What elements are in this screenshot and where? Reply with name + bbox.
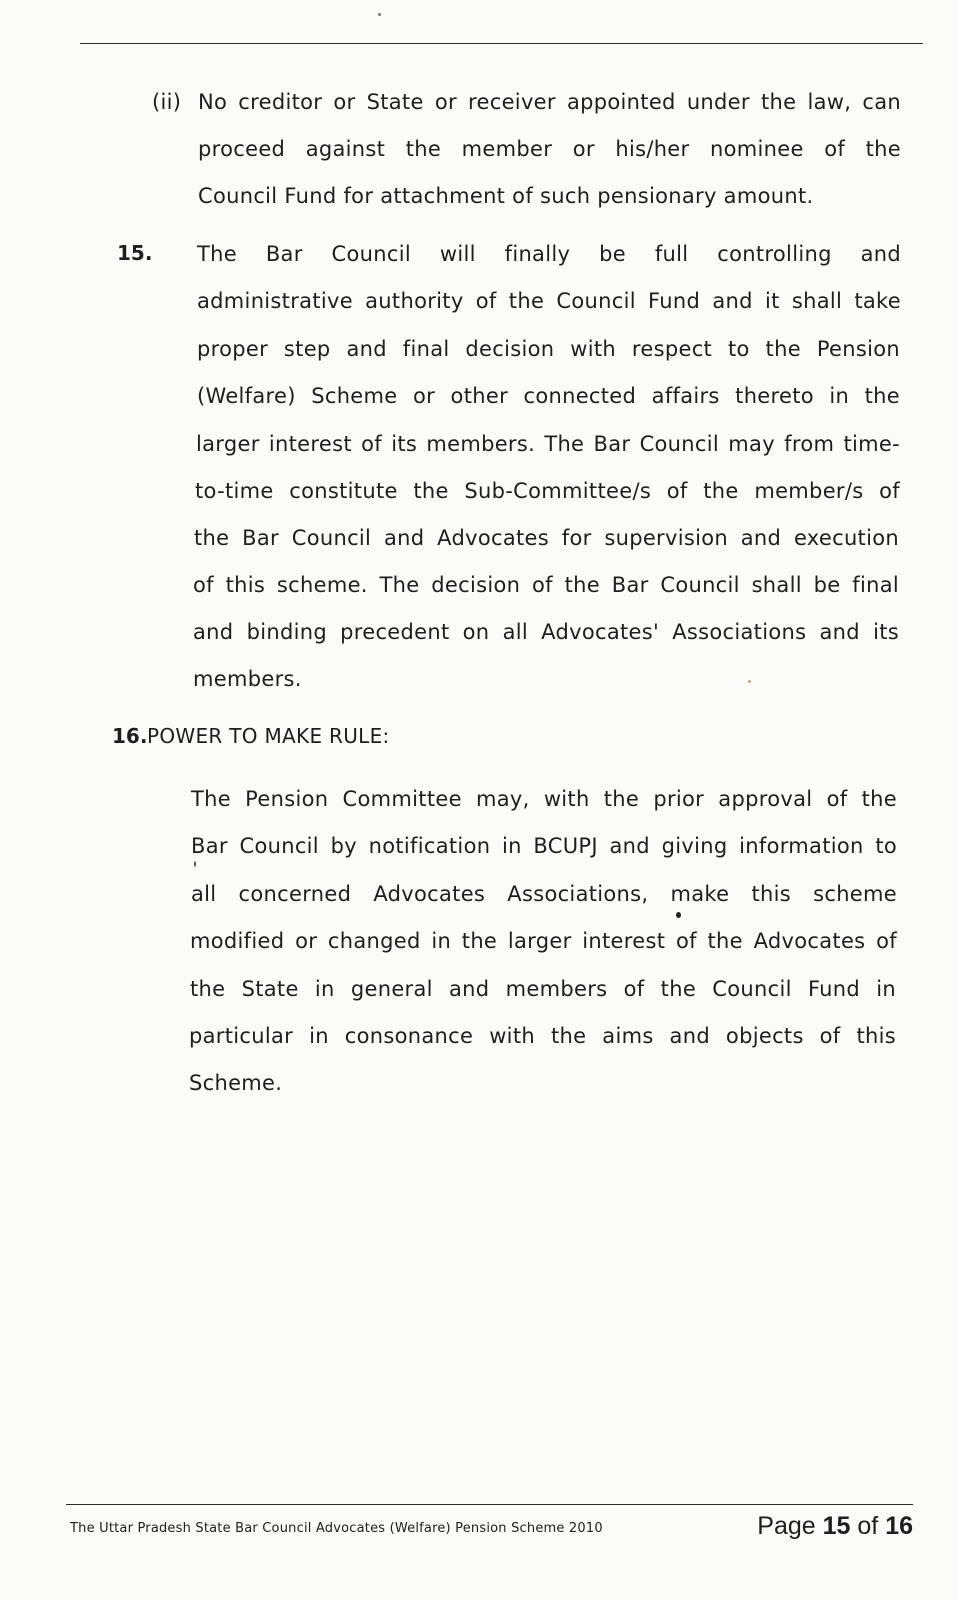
page-current: 15 bbox=[822, 1512, 851, 1540]
section-15-line: (Welfare) Scheme or other connected affairs thereto in the bbox=[197, 384, 900, 408]
section-15-number: 15. bbox=[117, 241, 153, 265]
section-15-line: proper step and final decision with respect to the Pension bbox=[197, 337, 900, 361]
scan-speck bbox=[676, 912, 681, 918]
section-15-line: administrative authority of the Council Fund and it shall take bbox=[197, 289, 901, 313]
clause-ii-line: Council Fund for attachment of such pensionary amount. bbox=[198, 184, 814, 208]
scan-speck bbox=[378, 13, 381, 16]
section-16-line: particular in consonance with the aims and objects of this bbox=[189, 1024, 896, 1048]
scan-speck bbox=[194, 861, 196, 867]
clause-ii-marker: (ii) bbox=[152, 90, 182, 114]
section-16-heading: POWER TO MAKE RULE: bbox=[147, 724, 390, 748]
section-16-line: the State in general and members of the Council Fund in bbox=[190, 977, 896, 1001]
section-15-line: The Bar Council will finally be full controlling and bbox=[197, 242, 901, 266]
section-16-line: The Pension Committee may, with the prior approval of the bbox=[191, 787, 897, 811]
section-15-line: and binding precedent on all Advocates' Associations and its bbox=[193, 620, 899, 644]
footer-rule bbox=[66, 1504, 913, 1505]
scan-speck bbox=[748, 680, 751, 683]
clause-ii-line: proceed against the member or his/her nominee of the bbox=[198, 137, 901, 161]
clause-ii-line: No creditor or State or receiver appointed under the law, can bbox=[198, 90, 901, 114]
section-15-line: of this scheme. The decision of the Bar Council shall be final bbox=[193, 573, 899, 597]
section-15-line: members. bbox=[193, 667, 302, 691]
section-15-line: larger interest of its members. The Bar Council may from time- bbox=[196, 432, 900, 456]
section-16-line: Bar Council by notification in BCUPJ and giving information to bbox=[191, 834, 897, 858]
page-prefix: Page bbox=[757, 1512, 816, 1540]
footer-document-title: The Uttar Pradesh State Bar Council Advocates (Welfare) Pension Scheme 2010 bbox=[70, 1521, 603, 1536]
section-16-number: 16. bbox=[112, 724, 148, 748]
section-15-line: the Bar Council and Advocates for supervision and execution bbox=[194, 526, 899, 550]
page-of: of bbox=[857, 1512, 879, 1540]
section-16-line: Scheme. bbox=[189, 1071, 283, 1095]
page-number bbox=[757, 1509, 913, 1543]
page-total: 16 bbox=[885, 1512, 913, 1540]
header-rule bbox=[80, 43, 923, 44]
section-16-line: all concerned Advocates Associations, make this scheme bbox=[191, 882, 897, 906]
section-15-line: to-time constitute the Sub-Committee/s of the member/s of bbox=[195, 479, 900, 503]
section-16-line: modified or changed in the larger interest of the Advocates of bbox=[190, 929, 897, 953]
